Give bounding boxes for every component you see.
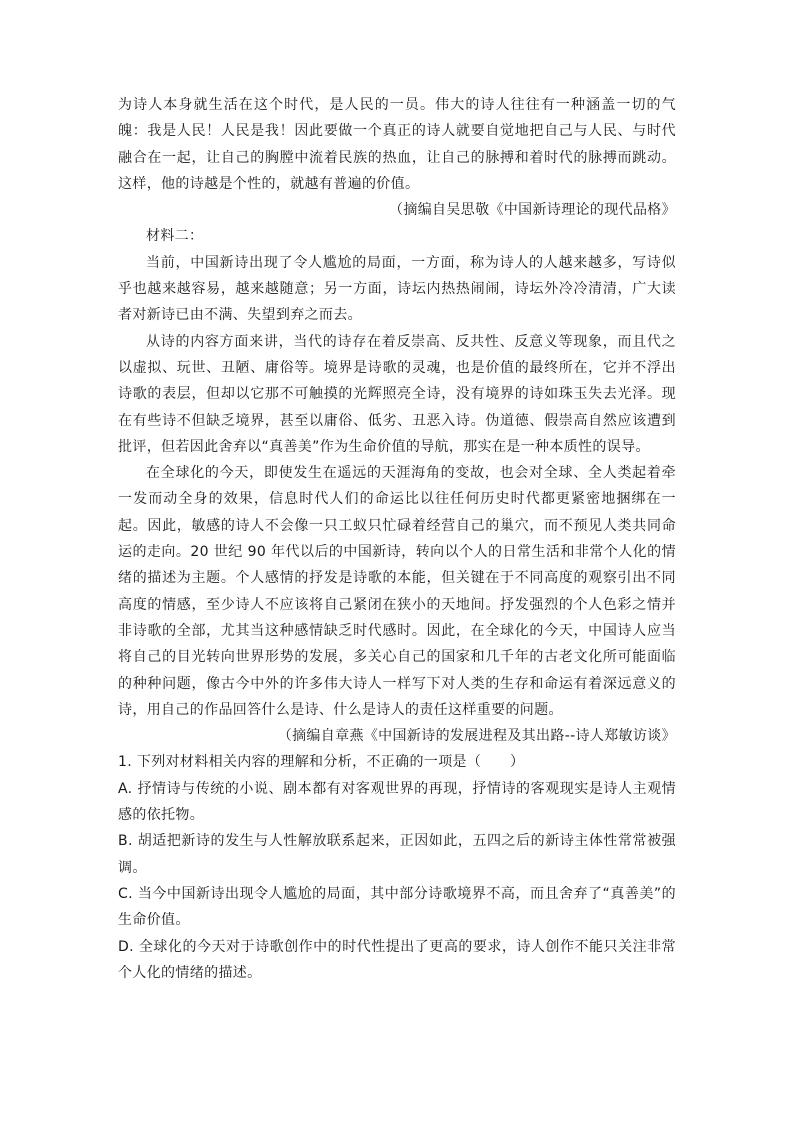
option-b[interactable]: B. 胡适把新诗的发生与人性解放联系起来，正因如此，五四之后的新诗主体性常常被强调。: [118, 833, 676, 876]
exam-page: [118, 92, 676, 986]
material-two-paragraph-3: 在全球化的今天，即使发生在遥远的天涯海角的变故，也会对全球、全人类起着牵一发而动全身的效果，信息时代人们的命运比以往任何历史时代都更紧密地捆绑在一起。因此，敏感的诗人不会像一只工蚁只忙碌着经营自己的巢穴，而不预见人类共同命运的走向。20 世纪 90 年代以后的中国新诗，转向以个人的日常生活和非常个人化的情绪的描述为主题。个人感情的抒发是诗歌的本能，但关键在于不同高度的观察引出不同高度的情感，至少诗人不应该将自己紧闭在狭小的天地间。抒发强烈的个人色彩之情并非诗歌的全部，尤其当这种感情缺乏时代感时。因此，在全球化的今天，中国诗人应当将自己的目光转向世界形势的发展，多关心自己的国家和几千年的古老文化所可能面临的种种问题，像古今中外的许多伟大诗人一样写下对人类的生存和命运有着深远意义的诗，用自己的作品回答什么是诗、什么是诗人的责任这样重要的问题。: [118, 465, 676, 718]
option-c[interactable]: C. 当今中国新诗出现令人尴尬的局面，其中部分诗歌境界不高，而且舍弃了“真善美”的生命价值。: [118, 885, 676, 929]
material-two-heading: 材料二：: [146, 228, 204, 245]
option-a[interactable]: A. 抒情诗与传统的小说、剧本都有对客观世界的再现，抒情诗的客观现实是诗人主观情感的依托物。: [118, 780, 676, 824]
material-two-source: （摘编自章燕《中国新诗的发展进程及其出路--诗人郑敏访谈》: [277, 728, 676, 745]
material-two-paragraph-1: 当前，中国新诗出现了令人尴尬的局面，一方面，称为诗人的人越来越多，写诗似乎也越来越容易，越来越随意；另一方面，诗坛内热热闹闹，诗坛外冷冷清清，广大读者对新诗已由不满、失望到弃之而去。: [118, 254, 676, 324]
material-two-paragraph-2: 从诗的内容方面来讲，当代的诗存在着反崇高、反共性、反意义等现象，而且代之以虚拟、玩世、丑陋、庸俗等。境界是诗歌的灵魂，也是价值的最终所在，它并不浮出诗歌的表层，但却以它那不可触摸的光辉照亮全诗，没有境界的诗如珠玉失去光泽。现在有些诗不但缺乏境界，甚至以庸俗、低劣、丑恶入诗。伪道德、假崇高自然应该遭到批评，但若因此舍弃以“真善美”作为生命价值的导航，那实在是一种本质性的误导。: [118, 333, 676, 455]
material-one-continuation: 为诗人本身就生活在这个时代，是人民的一员。伟大的诗人往往有一种涵盖一切的气魄：我是人民！人民是我！因此要做一个真正的诗人就要自觉地把自己与人民、与时代融合在一起，让自己的胸膛中流着民族的热血，让自己的脉搏和着时代的脉搏而跳动。这样，他的诗越是个性的，就越有普遍的价值。: [118, 97, 676, 192]
question-stem: 1. 下列对材料相关内容的理解和分析，不正确的一项是（ ）: [118, 754, 525, 771]
material-one-source: （摘编自吴思敬《中国新诗理论的现代品格》: [389, 202, 676, 219]
option-d[interactable]: D. 全球化的今天对于诗歌创作中的时代性提出了更高的要求，诗人创作不能只关注非常个人化的情绪的描述。: [118, 938, 676, 981]
